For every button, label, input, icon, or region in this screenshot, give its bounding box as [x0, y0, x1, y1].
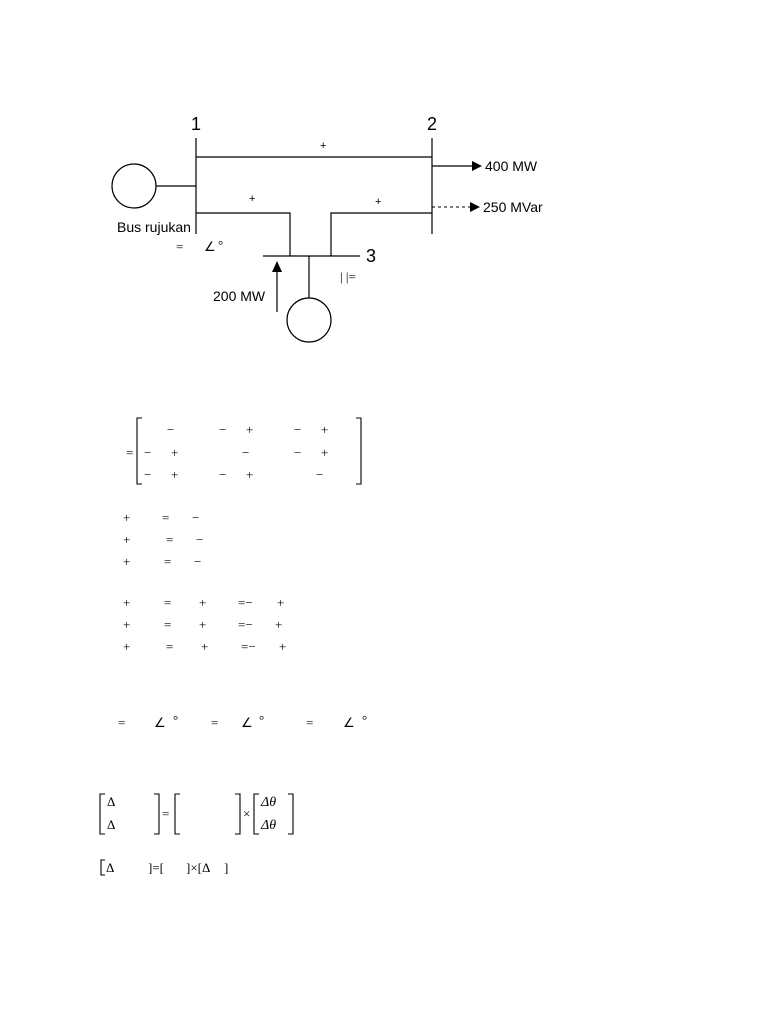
load-q-label: 250 MVar — [483, 199, 543, 215]
sum2-minus: − — [196, 532, 204, 547]
ybus-r1-c3: + — [246, 422, 254, 437]
v2-deg: ° — [259, 712, 265, 727]
bus-1-voltage-deg: ° — [218, 237, 224, 252]
s2r1-e: + — [277, 595, 285, 610]
ybus-row-1 — [167, 422, 328, 437]
bus-2-label: 2 — [427, 114, 438, 134]
s2r3-b: = — [166, 639, 174, 654]
ybus-r1-c2: − — [219, 422, 227, 437]
bus-1-voltage-angle: ∠ — [204, 239, 216, 254]
voltage-results — [118, 712, 367, 730]
s2r1-a: + — [123, 595, 131, 610]
ybus-r3-c2: + — [171, 467, 179, 482]
jac-lhs-1: Δ — [107, 794, 116, 809]
cmp-times: ]×[Δ — [186, 860, 211, 875]
line-1-3-sign: + — [249, 193, 256, 205]
jac-lhs-2: Δ — [107, 817, 116, 832]
jac-rhs-left-bracket — [254, 794, 259, 834]
ybus-r1-c1: − — [167, 422, 175, 437]
ybus-r1-c5: + — [321, 422, 329, 437]
s2r3-c: + — [201, 639, 209, 654]
load-p-arrow-head — [472, 161, 482, 171]
v1-deg: ° — [173, 712, 179, 727]
line-2-3 — [331, 213, 432, 256]
ybus-r2-c4: − — [294, 445, 302, 460]
sum2-plus: + — [123, 532, 131, 547]
s2r2-b: = — [164, 617, 172, 632]
sum2-eq-1 — [123, 595, 284, 610]
sum3-plus: + — [123, 554, 131, 569]
jac-times: × — [243, 806, 251, 821]
ybus-row-3 — [144, 467, 323, 482]
sum2-eq: = — [166, 532, 174, 547]
ybus-right-bracket — [356, 418, 361, 484]
bus-3-label: 3 — [366, 246, 377, 266]
line-2-3-sign: + — [375, 196, 382, 208]
s2r1-b: = — [164, 595, 172, 610]
jac-mat-left-bracket — [175, 794, 180, 834]
jac-eq: = — [162, 806, 170, 821]
s2r3-e: + — [279, 639, 287, 654]
v1-angle: ∠ — [154, 715, 166, 730]
jac-rhs-1: Δθ — [261, 795, 277, 810]
ybus-row-2 — [144, 445, 328, 460]
generator-3-icon — [287, 298, 331, 342]
cmp-lhs-delta: Δ — [106, 860, 115, 875]
jac-rhs-2: Δθ — [261, 818, 277, 833]
generator-1-icon — [112, 164, 156, 208]
s2r2-a: + — [123, 617, 131, 632]
ybus-r2-c3: − — [242, 445, 250, 460]
s2r3-a: + — [123, 639, 131, 654]
line-1-2-sign: + — [320, 140, 327, 152]
ybus-r2-c1: − — [144, 445, 152, 460]
jac-lhs-right-bracket — [154, 794, 159, 834]
cmp-lhs-left-bracket — [101, 860, 105, 875]
sum-eq-2 — [123, 532, 203, 547]
cmp-eq: ]=[ — [148, 860, 164, 875]
jac-lhs-left-bracket — [100, 794, 105, 834]
load-p-label: 400 MW — [485, 158, 538, 174]
s2r2-d: =− — [238, 617, 253, 632]
gen-3-arrow-head — [272, 261, 282, 272]
v3-deg: ° — [362, 712, 368, 727]
s2r1-c: + — [199, 595, 207, 610]
bus-1-voltage-eq: = — [176, 239, 184, 254]
ybus-r2-c2: + — [171, 445, 179, 460]
s2r1-d: =− — [238, 595, 253, 610]
sum2-eq-3 — [123, 639, 286, 654]
ref-bus-label: Bus rujukan — [117, 219, 191, 235]
load-q-arrow-head — [470, 202, 480, 212]
jac-rhs-right-bracket — [288, 794, 293, 834]
sum1-plus: + — [123, 510, 131, 525]
v1-eq: = — [118, 715, 126, 730]
sum3-minus: − — [194, 554, 202, 569]
bus-1-label: 1 — [191, 114, 202, 134]
ybus-r2-c5: + — [321, 445, 329, 460]
ybus-eq: = — [126, 445, 134, 460]
s2r3-d: =− — [241, 639, 256, 654]
gen-3-label: 200 MW — [213, 288, 266, 304]
s2r2-c: + — [199, 617, 207, 632]
sum1-eq: = — [162, 510, 170, 525]
bus-3-magnitude: | |= — [340, 269, 356, 284]
v2-angle: ∠ — [241, 715, 253, 730]
ybus-r3-c3: − — [219, 467, 227, 482]
jac-mat-right-bracket — [235, 794, 240, 834]
sum-eq-1 — [123, 510, 199, 525]
s2r2-e: + — [275, 617, 283, 632]
sum-eq-3 — [123, 554, 201, 569]
ybus-left-bracket — [137, 418, 142, 484]
ybus-r3-c5: − — [316, 467, 324, 482]
sum3-eq: = — [164, 554, 172, 569]
ybus-r3-c4: + — [246, 467, 254, 482]
cmp-close: ] — [224, 860, 229, 875]
v2-eq: = — [211, 715, 219, 730]
ybus-r1-c4: − — [294, 422, 302, 437]
sum2-eq-2 — [123, 617, 282, 632]
jacobian-equation — [100, 794, 293, 834]
v3-eq: = — [306, 715, 314, 730]
ybus-r3-c1: − — [144, 467, 152, 482]
compact-equation — [101, 860, 228, 875]
sum1-minus: − — [192, 510, 200, 525]
v3-angle: ∠ — [343, 715, 355, 730]
